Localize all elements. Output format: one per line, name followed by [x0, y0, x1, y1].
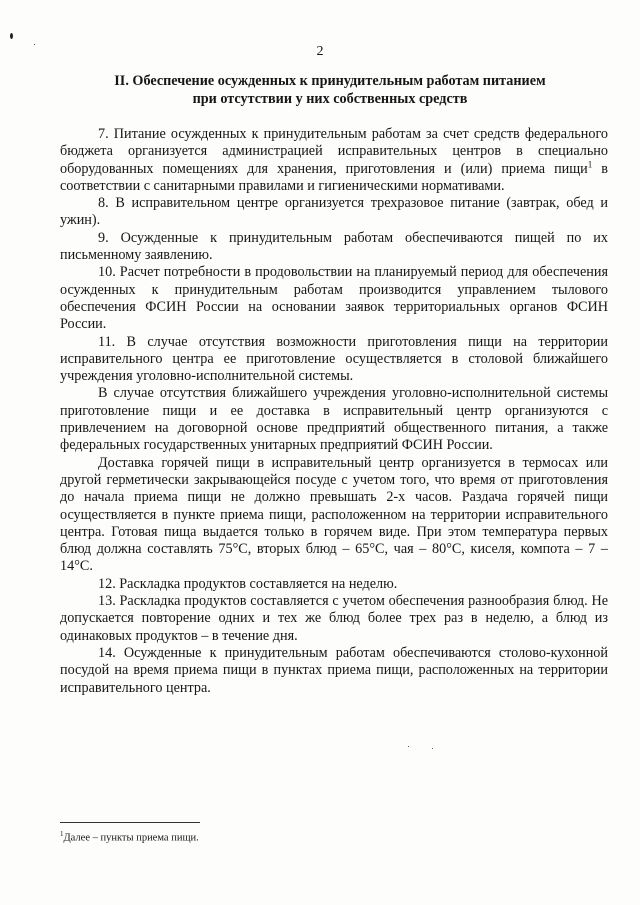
section-heading	[60, 72, 600, 108]
scan-speck	[408, 746, 409, 747]
footnote-reference: 1	[587, 158, 593, 169]
page-number: 2	[316, 44, 324, 59]
paragraph-13: 13. Раскладка продуктов составляется с учетом обеспечения разнообразия блюд. Не допускается повторение одних и тех же блюд более трех раз в неделю, а блюд из одинаковых продуктов – в течение дня.	[60, 593, 608, 644]
paragraph-7	[60, 126, 608, 195]
paragraph-7-text-cont: в соответствии с санитарными правилами и гигиеническими нормативами.	[60, 160, 608, 194]
paragraph-12: 12. Раскладка продуктов составляется на неделю.	[98, 575, 398, 592]
section-heading-line-2: при отсутствии у них собственных средств	[192, 91, 468, 107]
scan-speck	[432, 748, 433, 749]
paragraph-11-second: В случае отсутствия ближайшего учреждения уголовно-исполнительной системы приготовление пищи и ее доставка в исправительный центр организуются с привлечением на договорной основе предприятий общественного питания, а также федеральных государственных унитарных предприятий ФСИН России.	[60, 385, 608, 454]
footnote-text: Далее – пункты приема пищи.	[63, 832, 199, 844]
paragraph-8: 8. В исправительном центре организуется трехразовое питание (завтрак, обед и ужин).	[60, 195, 608, 229]
scan-speck	[10, 33, 13, 39]
paragraph-9: 9. Осужденные к принудительным работам обеспечиваются пищей по их письменному заявлению.	[60, 229, 608, 264]
paragraph-14: 14. Осужденные к принудительным работам обеспечиваются столово-кухонной посудой на время приема пищи в пунктах приема пищи, расположенных на территории исправительного центра.	[60, 644, 608, 696]
paragraph-10: 10. Расчет потребности в продовольствии на планируемый период для обеспечения осужденных к принудительным работам производится управлением тылового обеспечения ФСИН России на основании заявок территориальных органов ФСИН России.	[60, 264, 608, 333]
footnote	[60, 830, 199, 844]
document-body	[60, 126, 608, 697]
paragraph-7-text: 7. Питание осужденных к принудительным работам за счет средств федерального бюджета организуется администрацией исправительных центров в специально оборудованных помещениях для хранения, приготовления и (или) приема пищи	[60, 126, 608, 177]
footnote-mark: 1	[60, 830, 64, 838]
section-heading-line-1: II. Обеспечение осужденных к принудительным работам питанием	[114, 73, 546, 89]
paragraph-11-third: Доставка горячей пищи в исправительный центр организуется в термосах или другой герметически закрывающейся посуде с учетом того, что время от приготовления до начала приема пищи не должно превышать 2-х часов. Раздача горячей пищи осуществляется в пункте приема пищи, расположенном на территории исправительного центра. Готовая пища выдается только в горячем виде. При этом температура первых блюд должна составлять 75°С, вторых блюд – 65°С, чая – 80°С, киселя, компота – 7 – 14°С.	[60, 454, 608, 575]
footnote-divider	[60, 822, 200, 823]
paragraph-11: 11. В случае отсутствия возможности приготовления пищи на территории исправительного центра ее приготовление осуществляется в столовой ближайшего учреждения уголовно-исполнительной системы.	[60, 333, 608, 385]
